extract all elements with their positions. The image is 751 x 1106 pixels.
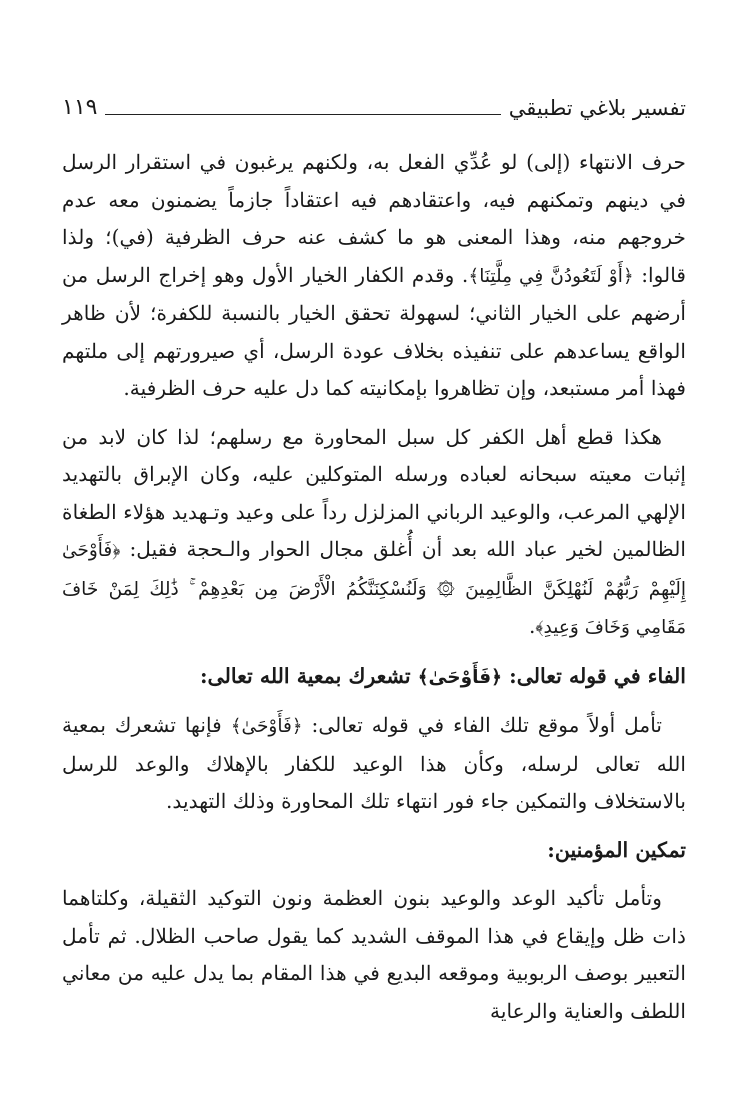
quran-quote: ﴿فَأَوْحَىٰ إِلَيْهِمْ رَبُّهُمْ لَنُهْلِكَنَّ الظَّالِمِينَ ۞ وَلَنُسْكِنَنَّكُمُ الْأَرْضَ مِن بَعْدِهِمْ ۚ ذَٰلِكَ لِمَنْ خَافَ مَقَامِي وَخَافَ وَعِيدِ﴾ [62, 540, 686, 638]
quran-quote: ﴿فَأَوْحَىٰ﴾ [230, 716, 303, 737]
book-title: تفسير بلاغي تطبيقي [508, 96, 686, 120]
quran-quote: ﴿أَوْ لَتَعُودُنَّ فِي مِلَّتِنَا﴾ [468, 265, 634, 287]
paragraph-text: تأمل أولاً موقع تلك الفاء في قوله تعالى: [302, 713, 662, 737]
paragraph-text: . وقدم الكفار الخيار الأول وهو إخراج الرسل من أرضهم على الخيار الثاني؛ لسهولة تحقق الخيار بالنسبة للكفرة؛ لأن ظاهر الواقع يساعدهم على تنفيذه بخلاف عودة الرسل، أي صيرورتهم إلى ملتهم فهذا أمر مستبعد، وإن تظاهروا بإمكانيته كما دل عليه حرف الظرفية. [62, 262, 686, 400]
quran-quote: ﴿فَأَوْحَىٰ﴾ [417, 666, 502, 688]
paragraph [62, 707, 686, 821]
paragraph-text: حرف الانتهاء (إلى) لو عُدِّي الفعل به، ولكنهم يرغبون في استقرار الرسل في دينهم وتمكنهم فيه، واعتقادهم فيه اعتقاداً جازماً يضمنون معه عدم خروجهم منه، وهذا المعنى هو ما كشف عنه حرف الظرفية (في)؛ ولذا قالوا: [62, 150, 686, 287]
heading-text: الفاء في قوله تعالى: [502, 663, 686, 688]
section-heading: تمكين المؤمنين: [547, 837, 686, 862]
paragraph-text: . [528, 614, 536, 638]
book-page [62, 88, 686, 1030]
header-rule [105, 114, 500, 115]
paragraph: وتأمل تأكيد الوعد والوعيد بنون العظمة ونون التوكيد الثقيلة، وكلتاهما ذات ظل وإيقاع في هذا الموقف الشديد كما يقول صاحب الظلال. ثم تأمل التعبير بوصف الربوبية وموقعه البديع في هذا المقام بما يدل عليه من معاني اللطف والعناية والرعاية [62, 886, 686, 1023]
section-heading [62, 658, 686, 697]
paragraph [62, 419, 686, 647]
heading-text: تشعرك بمعية الله تعالى: [199, 663, 418, 688]
paragraph-text: هكذا قطع أهل الكفر كل سبل المحاورة مع رسلهم؛ لذا كان لابد من إثبات معيته سبحانه لعباده ورسله المتوكلين عليه، وكان الإبراق بالتهديد الإلهي المرعب، والوعيد الرباني المزلزل رداً على وعيد وتـهديد هؤلاء الطغاة الظالمين لخير عباد الله بعد أن أُغلق مجال الحوار والـحجة فقيل: [62, 424, 686, 561]
page-number: ١١٩ [62, 95, 98, 120]
paragraph [62, 144, 686, 408]
running-header [62, 88, 686, 122]
paragraph-text: فإنها تشعرك بمعية الله تعالى لرسله، وكأن هذا الوعيد للكفار بالإهلاك والوعد للرسل بالاستخلاف والتمكين جاء فور انتهاء تلك المحاورة وذلك التهديد. [62, 713, 686, 813]
